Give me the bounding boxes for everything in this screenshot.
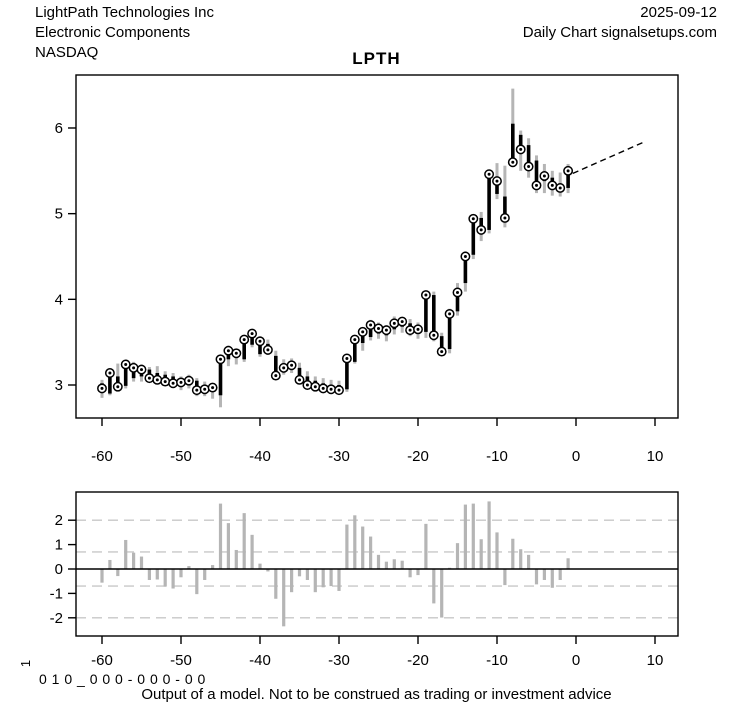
svg-text:2: 2 (54, 512, 63, 530)
svg-text:10: 10 (646, 448, 664, 465)
company-name: LightPath Technologies Inc (35, 4, 215, 21)
svg-text:10: 10 (646, 652, 664, 669)
svg-text:-40: -40 (249, 448, 271, 465)
svg-text:0: 0 (571, 652, 581, 669)
svg-text:-1: -1 (49, 585, 63, 603)
svg-text:0: 0 (54, 561, 63, 578)
indicator-axes (50, 492, 678, 669)
price-close-markers (98, 145, 573, 394)
svg-text:-2: -2 (49, 609, 63, 627)
svg-text:1: 1 (54, 536, 63, 554)
svg-text:-10: -10 (486, 448, 508, 465)
svg-text:-20: -20 (407, 652, 429, 669)
svg-text:4: 4 (54, 291, 63, 309)
svg-text:-50: -50 (170, 448, 192, 465)
price-open-close-bars (100, 124, 570, 396)
model-code: 0 1 0 _ 0 0 0 - 0 0 0 - 0 0 (39, 671, 206, 687)
price-high-low-ranges (102, 89, 568, 408)
chart-date: 2025-09-12 (640, 4, 717, 21)
svg-text:-30: -30 (328, 448, 350, 465)
svg-text:0: 0 (571, 448, 581, 465)
panel-number-label: 1 (18, 659, 34, 668)
svg-text:-30: -30 (328, 652, 350, 669)
forecast-dashed-line (573, 142, 645, 174)
svg-text:-60: -60 (91, 448, 113, 465)
svg-text:3: 3 (54, 377, 63, 394)
svg-text:-40: -40 (249, 652, 271, 669)
disclaimer-text: Output of a model. Not to be construed as trading or investment advice (141, 686, 612, 703)
symbol-title: LPTH (352, 49, 401, 68)
chart-source: Daily Chart signalsetups.com (522, 24, 717, 41)
sector-name: Electronic Components (35, 24, 191, 41)
svg-text:-60: -60 (91, 652, 113, 669)
svg-text:-20: -20 (407, 448, 429, 465)
svg-text:6: 6 (54, 119, 63, 137)
exchange-name: NASDAQ (35, 44, 99, 61)
svg-text:-50: -50 (170, 652, 192, 669)
price-axes (55, 75, 678, 465)
svg-text:-10: -10 (486, 652, 508, 669)
svg-text:5: 5 (54, 205, 63, 223)
